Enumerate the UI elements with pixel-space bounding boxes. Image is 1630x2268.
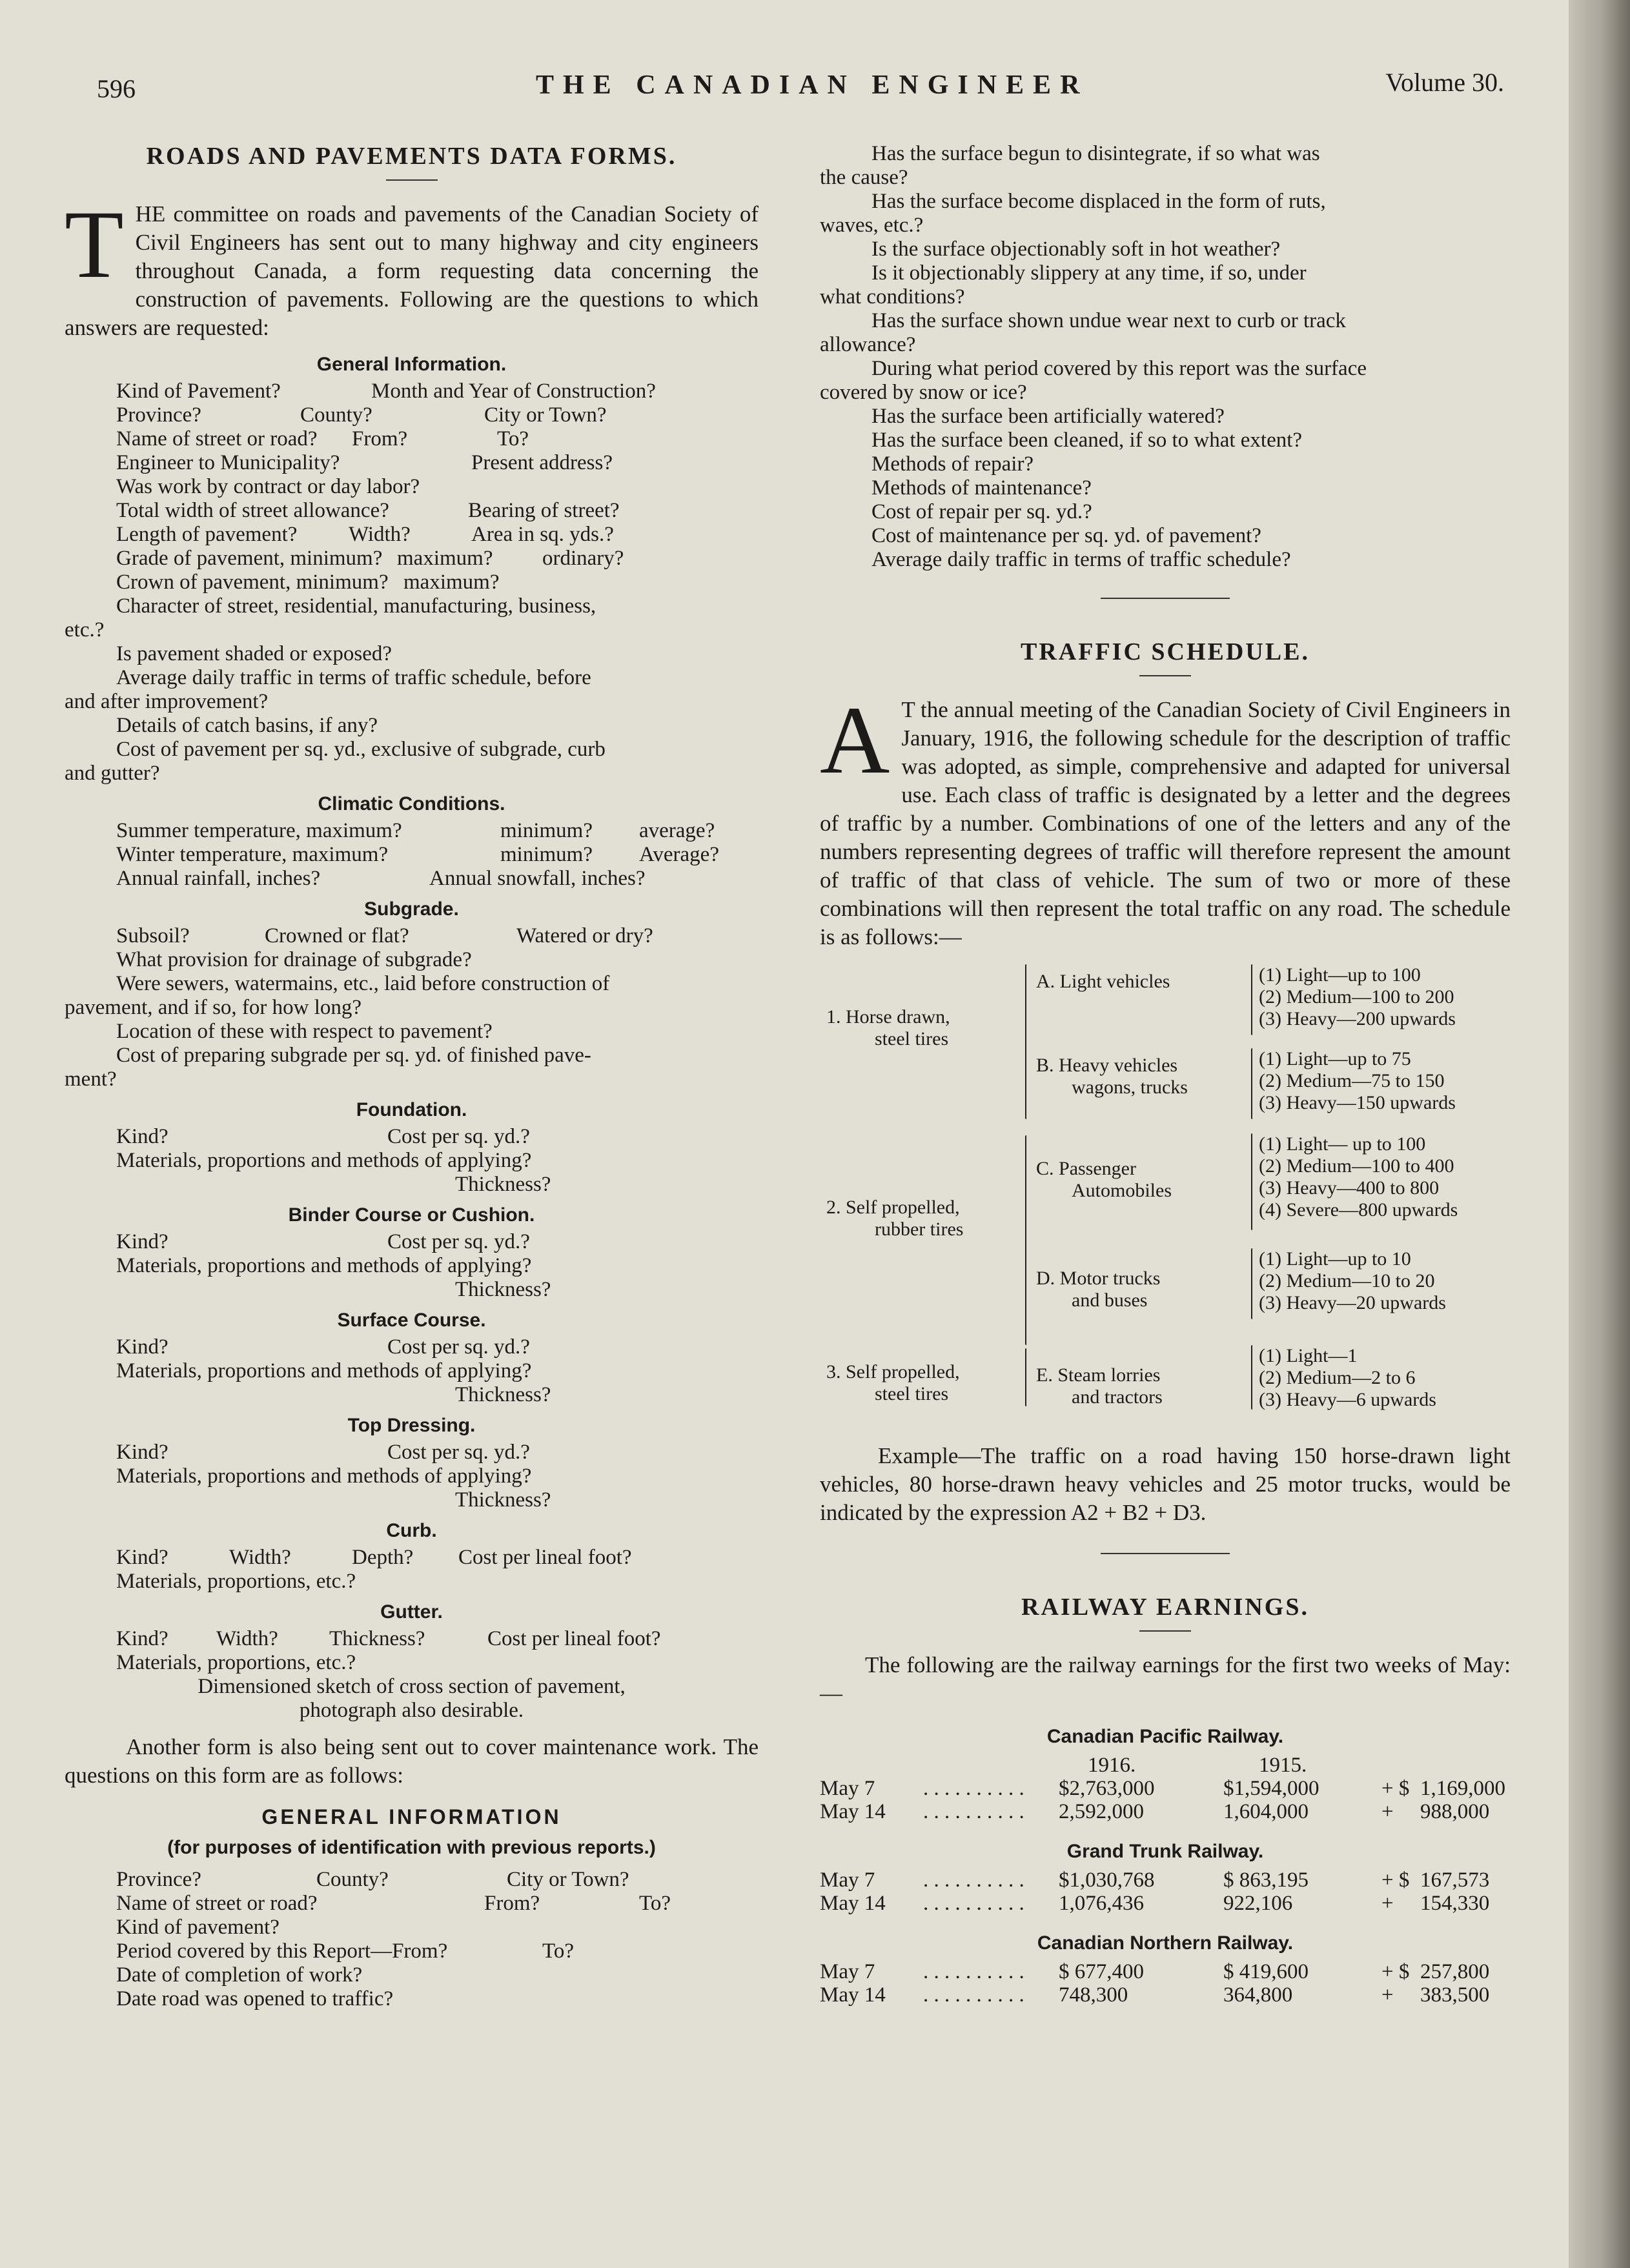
curb-kind: Kind?	[116, 1546, 168, 1569]
general-question: From?	[352, 427, 408, 451]
maint-question: City or Town?	[507, 1868, 629, 1891]
layer-cost: Cost per sq. yd.?	[387, 1230, 530, 1253]
class-name: E. Steam lorries	[1036, 1364, 1161, 1386]
maint-question-line: Cost of repair per sq. yd.?	[871, 500, 1092, 523]
maint-question: Kind of pavement?	[116, 1916, 280, 1939]
character-line-1: Character of street, residential, manufacturing, business,	[116, 594, 596, 618]
general-question: Area in sq. yds.?	[471, 523, 614, 546]
degree-line: (1) Light—1	[1259, 1345, 1358, 1366]
climatic-rows	[65, 819, 759, 891]
curb-depth: Depth?	[352, 1546, 414, 1569]
class-name: C. Passenger	[1036, 1158, 1136, 1179]
general-row	[65, 523, 759, 547]
layer-kind: Kind?	[116, 1441, 168, 1464]
degree-line: (1) Light—up to 10	[1259, 1248, 1411, 1270]
watered-q: Watered or dry?	[516, 924, 653, 947]
crowned-q: Crowned or flat?	[265, 924, 409, 947]
book-spine	[1569, 0, 1630, 2268]
layer-thickness: Thickness?	[455, 1383, 551, 1406]
curb-width: Width?	[229, 1546, 291, 1569]
maint-question: To?	[639, 1892, 671, 1915]
maintenance-questions	[820, 142, 1511, 572]
volume-label: Volume 30.	[1385, 68, 1504, 97]
section-rule	[1101, 598, 1230, 599]
maint-question-cont: the cause?	[820, 166, 908, 189]
layer-kind: Kind?	[116, 1335, 168, 1359]
earnings-diff: 167,573	[1420, 1868, 1490, 1892]
earnings-date: May 7	[820, 1868, 875, 1892]
group-label: steel tires	[875, 1028, 949, 1049]
maint-question: Date of completion of work?	[116, 1963, 363, 1987]
sketch-line-1: Dimensioned sketch of cross section of pavement,	[198, 1675, 626, 1698]
general-question: Total width of street allowance?	[116, 499, 389, 522]
earnings-row	[820, 1776, 1511, 1799]
degree-line: (3) Heavy—400 to 800	[1259, 1177, 1440, 1199]
layer-kind: Kind?	[116, 1230, 168, 1253]
earnings-row	[820, 1983, 1511, 2006]
traffic-title: TRAFFIC SCHEDULE.	[1021, 638, 1310, 665]
dropcap-a: A	[820, 687, 890, 794]
maint-question: Period covered by this Report—From?	[116, 1939, 448, 1963]
company-name: Canadian Northern Railway.	[1037, 1932, 1294, 1954]
climatic-question: Average?	[639, 843, 719, 866]
earnings-diff: 154,330	[1420, 1892, 1490, 1915]
traffic-intro-text: T the annual meeting of the Canadian Society of Civil Engineers in January, 1916, the following schedule for the description of traffic was adopted, as simple, comprehensive and adapted for universal use. Each class of traffic is designated by a letter and the degrees of traffic by a number. Combinations of one of the letters and any of the numbers representing degrees of traffic will therefore represent the amount of traffic of that class of vehicle. The sum of two or more of these combinations will then represent the total traffic on any road. The schedule is as follows:—	[820, 697, 1511, 949]
traffic-intro	[820, 687, 1511, 951]
layer-cost: Cost per sq. yd.?	[387, 1335, 530, 1359]
earnings-date: May 7	[820, 1960, 875, 1983]
railway-intro: The following are the railway earnings for the first two weeks of May:—	[820, 1652, 1511, 1706]
layer-kind: Kind?	[116, 1125, 168, 1148]
general-question: Was work by contract or day labor?	[116, 475, 420, 498]
layer-kind-row	[65, 1441, 759, 1464]
maint-row	[65, 1939, 759, 1963]
earnings-1915: $ 419,600	[1223, 1960, 1309, 1983]
climatic-heading: Climatic Conditions.	[318, 793, 505, 815]
maint-question-line: Average daily traffic in terms of traffic schedule?	[871, 548, 1291, 571]
shaded-line: Is pavement shaded or exposed?	[116, 642, 392, 665]
dropcap-t: T	[65, 191, 124, 298]
general-question: maximum?	[403, 571, 500, 594]
general-question: Bearing of street?	[468, 499, 620, 522]
earnings-dots: . . . . . . . . . .	[923, 1960, 1024, 1983]
class-name: and tractors	[1072, 1386, 1163, 1408]
general-question: Length of pavement?	[116, 523, 298, 546]
drainage-line: What provision for drainage of subgrade?	[116, 948, 472, 971]
earnings-1916: $1,030,768	[1059, 1868, 1155, 1892]
traffic-schedule-table	[820, 964, 1511, 1429]
maint-question: To?	[542, 1939, 575, 1963]
subgrade-cost-1: Cost of preparing subgrade per sq. yd. of finished pave-	[116, 1044, 591, 1067]
earnings-1916: 2,592,000	[1059, 1800, 1144, 1823]
degree-line: (4) Severe—800 upwards	[1259, 1199, 1458, 1220]
maint-question: Date road was opened to traffic?	[116, 1987, 394, 2010]
group-label: rubber tires	[875, 1219, 964, 1240]
earnings-sign: + $	[1381, 1777, 1410, 1800]
degree-line: (1) Light—up to 75	[1259, 1048, 1411, 1069]
year-header	[820, 1753, 1511, 1776]
general-question: maximum?	[397, 547, 493, 570]
maint-row	[65, 1963, 759, 1987]
maint-question: Province?	[116, 1868, 201, 1891]
maint-question-cont: covered by snow or ice?	[820, 381, 1027, 404]
class-brace	[1251, 1345, 1252, 1410]
climatic-row	[65, 867, 759, 891]
class-brace	[1251, 1248, 1252, 1319]
railway-title-rule	[1139, 1630, 1191, 1632]
layer-thickness: Thickness?	[455, 1488, 551, 1512]
railway-title: RAILWAY EARNINGS.	[1021, 1594, 1309, 1621]
maint-question-line: Has the surface shown undue wear next to curb or track	[871, 309, 1346, 332]
right-column	[820, 142, 1511, 2006]
gutter-kind: Kind?	[116, 1627, 168, 1650]
layer-materials: Materials, proportions and methods of applying?	[116, 1254, 532, 1277]
climatic-row	[65, 843, 759, 867]
catch-basins-line: Details of catch basins, if any?	[116, 714, 378, 737]
maint-question-line: Methods of repair?	[871, 452, 1034, 476]
earnings-1915: 922,106	[1223, 1892, 1293, 1915]
maint-question: From?	[484, 1892, 540, 1915]
gutter-materials: Materials, proportions, etc.?	[116, 1651, 356, 1674]
degree-line: (3) Heavy—150 upwards	[1259, 1092, 1456, 1113]
climatic-row	[65, 819, 759, 843]
earnings-diff: 383,500	[1420, 1983, 1490, 2007]
group-brace	[1025, 1348, 1026, 1406]
climatic-question: minimum?	[500, 843, 593, 866]
layer-materials: Materials, proportions and methods of applying?	[116, 1359, 532, 1382]
earnings-dots: . . . . . . . . . .	[923, 1800, 1024, 1823]
page-number: 596	[97, 74, 136, 103]
group-label: 3. Self propelled,	[826, 1361, 960, 1382]
maint-subheading: (for purposes of identification with previous reports.)	[167, 1837, 656, 1858]
maint-rows	[65, 1868, 759, 2011]
earnings-1916: 748,300	[1059, 1983, 1128, 2007]
maint-question-line: Has the surface begun to disintegrate, if so what was	[871, 142, 1320, 165]
general-question: ordinary?	[542, 547, 624, 570]
character-line-2: etc.?	[65, 618, 105, 642]
class-name: A. Light vehicles	[1036, 971, 1170, 992]
climatic-question: average?	[639, 819, 715, 842]
maint-question-line: Cost of maintenance per sq. yd. of pavement?	[871, 524, 1261, 547]
gutter-row	[65, 1627, 759, 1651]
maint-question: Name of street or road?	[116, 1892, 318, 1915]
cost-line-2: and gutter?	[65, 762, 160, 785]
earnings-sign: +	[1381, 1892, 1394, 1915]
group-brace	[1025, 1135, 1026, 1345]
journal-title: THE CANADIAN ENGINEER	[536, 70, 1089, 100]
earnings-1915: 1,604,000	[1223, 1800, 1309, 1823]
class-brace	[1251, 964, 1252, 1035]
maint-question-line: Has the surface been cleaned, if so to what extent?	[871, 429, 1303, 452]
location-line: Location of these with respect to pavement?	[116, 1020, 493, 1043]
class-name: Automobiles	[1072, 1180, 1172, 1201]
maint-question-line: Is the surface objectionably soft in hot weather?	[871, 238, 1281, 261]
earnings-date: May 7	[820, 1777, 875, 1800]
curb-heading: Curb.	[386, 1520, 437, 1541]
left-column	[65, 142, 759, 2011]
general-rows	[65, 380, 759, 594]
class-name: wagons, trucks	[1072, 1077, 1188, 1098]
earnings-row	[820, 1868, 1511, 1891]
general-row	[65, 571, 759, 594]
year-1915: 1915.	[1259, 1754, 1307, 1777]
earnings-date: May 14	[820, 1892, 886, 1915]
climatic-question: Winter temperature, maximum?	[116, 843, 389, 866]
class-name: D. Motor trucks	[1036, 1268, 1161, 1289]
degree-line: (2) Medium—2 to 6	[1259, 1367, 1416, 1388]
class-name: B. Heavy vehicles	[1036, 1055, 1178, 1076]
degree-line: (2) Medium—10 to 20	[1259, 1270, 1435, 1291]
general-question: To?	[497, 427, 529, 451]
page-header	[97, 65, 1504, 110]
earnings-1916: $2,763,000	[1059, 1777, 1155, 1800]
maint-question-line: Has the surface become displaced in the form of ruts,	[871, 190, 1326, 213]
gutter-heading: Gutter.	[380, 1601, 443, 1623]
layer-thickness: Thickness?	[455, 1278, 551, 1301]
earnings-date: May 14	[820, 1800, 886, 1823]
sketch-line-2: photograph also desirable.	[299, 1699, 524, 1722]
earnings-1916: $ 677,400	[1059, 1960, 1144, 1983]
layer-heading: Foundation.	[356, 1099, 467, 1120]
general-row	[65, 547, 759, 571]
maint-row	[65, 1868, 759, 1892]
earnings-date: May 14	[820, 1983, 886, 2007]
earnings-dots: . . . . . . . . . .	[923, 1868, 1024, 1892]
general-question: Grade of pavement, minimum?	[116, 547, 383, 570]
layer-heading: Surface Course.	[337, 1310, 486, 1331]
traffic-title-rule	[1139, 675, 1191, 676]
earnings-1915: $ 863,195	[1223, 1868, 1309, 1892]
general-question: City or Town?	[484, 403, 607, 427]
layer-heading: Top Dressing.	[347, 1415, 476, 1436]
group-brace	[1025, 964, 1026, 1119]
general-row	[65, 403, 759, 427]
general-question: Crown of pavement, minimum?	[116, 571, 389, 594]
general-row	[65, 475, 759, 499]
layer-cost: Cost per sq. yd.?	[387, 1441, 530, 1464]
maint-question-line: Is it objectionably slippery at any time, if so, under	[871, 261, 1307, 285]
earnings-diff: 1,169,000	[1420, 1777, 1505, 1800]
earnings-sign: + $	[1381, 1868, 1410, 1892]
title-rule	[386, 179, 438, 181]
sewers-line-2: pavement, and if so, for how long?	[65, 996, 362, 1019]
earnings-1915: $1,594,000	[1223, 1777, 1319, 1800]
subgrade-cost-2: ment?	[65, 1068, 117, 1091]
earnings-row	[820, 1799, 1511, 1823]
subgrade-heading: Subgrade.	[364, 898, 459, 920]
earnings-1915: 364,800	[1223, 1983, 1293, 2007]
climatic-question: Summer temperature, maximum?	[116, 819, 402, 842]
earnings-sign: + $	[1381, 1960, 1410, 1983]
layer-heading: Binder Course or Cushion.	[288, 1204, 535, 1226]
degree-line: (2) Medium—100 to 200	[1259, 986, 1454, 1007]
earnings-diff: 988,000	[1420, 1800, 1490, 1823]
earnings-diff: 257,800	[1420, 1960, 1490, 1983]
group-label: 2. Self propelled,	[826, 1197, 960, 1218]
general-question: Kind of Pavement?	[116, 380, 281, 403]
gutter-cost: Cost per lineal foot?	[487, 1627, 661, 1650]
climatic-question: Annual rainfall, inches?	[116, 867, 321, 890]
general-question: Engineer to Municipality?	[116, 451, 340, 474]
layer-kind-row	[65, 1125, 759, 1149]
maint-question-line: Has the surface been artificially watered?	[871, 405, 1225, 428]
layer-sections	[65, 1099, 759, 1512]
class-brace	[1251, 1048, 1252, 1119]
gutter-thickness: Thickness?	[329, 1627, 425, 1650]
layer-kind-row	[65, 1230, 759, 1254]
maint-question-cont: waves, etc.?	[820, 214, 924, 237]
climatic-question: Annual snowfall, inches?	[429, 867, 646, 890]
general-question: County?	[300, 403, 372, 427]
general-row	[65, 427, 759, 451]
layer-kind-row	[65, 1335, 759, 1359]
general-question: Province?	[116, 403, 201, 427]
general-heading: General Information.	[316, 354, 507, 375]
traffic-line-2: and after improvement?	[65, 690, 269, 713]
maint-row	[65, 1916, 759, 1939]
degree-line: (2) Medium—75 to 150	[1259, 1070, 1445, 1091]
earnings-dots: . . . . . . . . . .	[923, 1892, 1024, 1915]
layer-thickness: Thickness?	[455, 1173, 551, 1196]
group-label: 1. Horse drawn,	[826, 1006, 950, 1028]
traffic-example: Example—The traffic on a road having 150 horse-drawn light vehicles, 80 horse-drawn heavy vehicles and 25 motor trucks, would be indicated by the expression A2 + B2 + D3.	[820, 1443, 1511, 1525]
gutter-width: Width?	[216, 1627, 278, 1650]
general-question: Width?	[349, 523, 411, 546]
group-label: steel tires	[875, 1383, 949, 1404]
degree-line: (2) Medium—100 to 400	[1259, 1155, 1454, 1177]
another-form-para: Another form is also being sent out to cover maintenance work. The questions on this form are as follows:	[65, 1734, 759, 1788]
general-row	[65, 499, 759, 523]
layer-materials: Materials, proportions and methods of applying?	[116, 1464, 532, 1488]
maint-heading: GENERAL INFORMATION	[261, 1805, 562, 1828]
maint-question-cont: allowance?	[820, 333, 916, 356]
earnings-dots: . . . . . . . . . .	[923, 1777, 1024, 1800]
roads-title: ROADS AND PAVEMENTS DATA FORMS.	[146, 143, 677, 170]
subgrade-row	[65, 924, 759, 948]
general-row	[65, 380, 759, 403]
year-1916: 1916.	[1088, 1754, 1136, 1777]
general-question: Name of street or road?	[116, 427, 318, 451]
roads-intro-text: HE committee on roads and pavements of the Canadian Society of Civil Engineers has sent out to many highway and city engineers throughout Canada, a form requesting data concerning the construction of pavements. Following are the questions to which answers are requested:	[65, 201, 759, 340]
cost-line-1: Cost of pavement per sq. yd., exclusive of subgrade, curb	[116, 738, 606, 761]
traffic-line-1: Average daily traffic in terms of traffic schedule, before	[116, 666, 591, 689]
degree-line: (3) Heavy—20 upwards	[1259, 1292, 1446, 1313]
earnings-row	[820, 1891, 1511, 1914]
maint-row	[65, 1892, 759, 1916]
section-rule-2	[1101, 1553, 1230, 1554]
earnings-dots: . . . . . . . . . .	[923, 1983, 1024, 2007]
earnings-tables	[820, 1725, 1511, 2006]
curb-materials: Materials, proportions, etc.?	[116, 1570, 356, 1593]
maint-question-line: During what period covered by this report was the surface	[871, 357, 1367, 380]
maint-row	[65, 1987, 759, 2011]
roads-intro	[65, 191, 759, 342]
earnings-row	[820, 1959, 1511, 1983]
class-name: and buses	[1072, 1290, 1148, 1311]
earnings-sign: +	[1381, 1800, 1394, 1823]
company-name: Canadian Pacific Railway.	[1046, 1726, 1284, 1747]
degree-line: (3) Heavy—6 upwards	[1259, 1389, 1436, 1410]
earnings-sign: +	[1381, 1983, 1394, 2007]
layer-materials: Materials, proportions and methods of applying?	[116, 1149, 532, 1172]
company-name: Grand Trunk Railway.	[1066, 1841, 1264, 1862]
maint-question-cont: what conditions?	[820, 285, 965, 309]
general-row	[65, 451, 759, 475]
maint-question: County?	[316, 1868, 389, 1891]
degree-line: (1) Light— up to 100	[1259, 1133, 1426, 1155]
climatic-question: minimum?	[500, 819, 593, 842]
layer-cost: Cost per sq. yd.?	[387, 1125, 530, 1148]
curb-cost: Cost per lineal foot?	[458, 1546, 632, 1569]
subsoil-q: Subsoil?	[116, 924, 190, 947]
class-brace	[1251, 1133, 1252, 1230]
general-question: Month and Year of Construction?	[371, 380, 656, 403]
general-question: Present address?	[471, 451, 613, 474]
sewers-line-1: Were sewers, watermains, etc., laid before construction of	[116, 972, 610, 995]
degree-line: (1) Light—up to 100	[1259, 964, 1421, 986]
curb-row	[65, 1546, 759, 1570]
maint-question-line: Methods of maintenance?	[871, 476, 1092, 500]
degree-line: (3) Heavy—200 upwards	[1259, 1008, 1456, 1029]
earnings-1916: 1,076,436	[1059, 1892, 1144, 1915]
